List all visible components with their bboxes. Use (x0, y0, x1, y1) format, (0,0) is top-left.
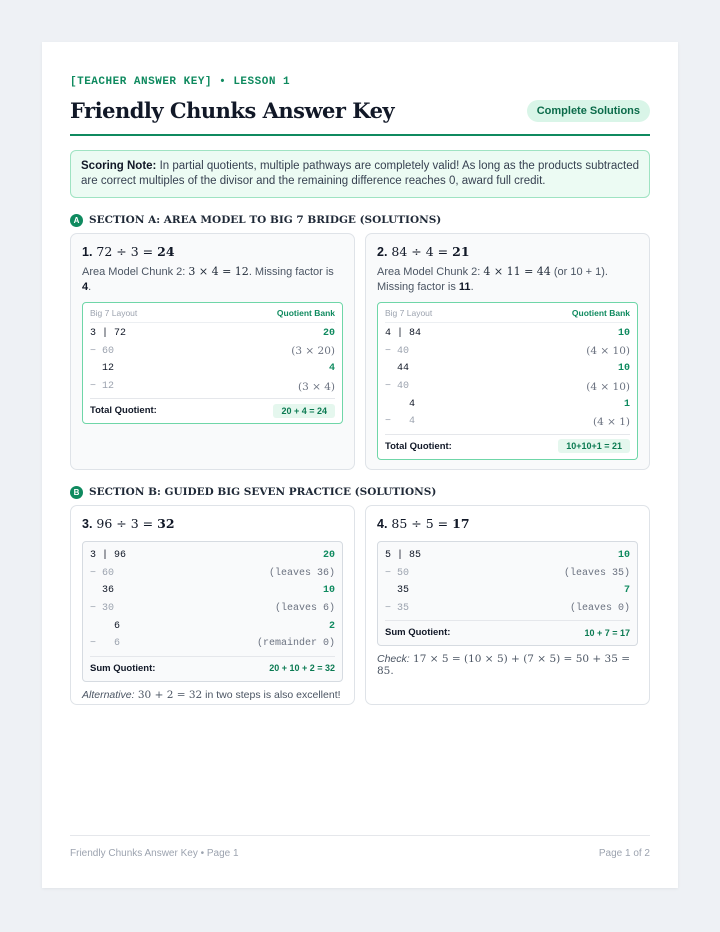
sum-quotient (90, 656, 335, 675)
big7-layout (377, 541, 638, 646)
row-right: 20 (322, 550, 335, 562)
section-b-header (70, 485, 650, 499)
note-text: in two steps is also excellent! (202, 688, 341, 701)
total-label: Total Quotient: (385, 440, 452, 452)
row-right: 4 (328, 363, 335, 375)
section-a-title: SECTION A: AREA MODEL TO BIG 7 BRIDGE (SOLUTIONS) (89, 214, 442, 226)
problem-4-card (365, 505, 650, 705)
row-right: (leaves 6) (274, 603, 335, 615)
total-value: 10+10+1 = 21 (558, 439, 630, 453)
problem-number: 3. (82, 517, 93, 531)
problem-1-card (70, 233, 355, 470)
layout-row (385, 547, 630, 565)
big7-layout (82, 541, 343, 682)
layout-label: Big 7 Layout (385, 308, 433, 318)
row-right: 10 (617, 328, 630, 340)
row-right: 10 (617, 550, 630, 562)
footer-page-number: Page 1 of 2 (598, 848, 650, 859)
problem-3-heading (82, 516, 343, 534)
row-right: (leaves 35) (563, 567, 630, 579)
note-label: Alternative: (82, 688, 135, 701)
row-left: 5 | 85 (385, 550, 422, 562)
layout-row (90, 547, 335, 565)
row-left: − 40 (385, 345, 410, 357)
layout-row (90, 325, 335, 343)
row-left: 4 | 84 (385, 328, 422, 340)
problem-3-card (70, 505, 355, 705)
layout-row (385, 565, 630, 583)
desc-text: (or 10 + 1). Missing factor is (377, 266, 608, 293)
row-left: − 6 (90, 638, 121, 650)
problem-expression: 85 ÷ 5 = (391, 516, 453, 531)
layout-row (385, 582, 630, 600)
scoring-note-label: Scoring Note: (81, 160, 157, 172)
row-left: − 30 (90, 603, 115, 615)
layout-row (385, 360, 630, 378)
row-left: − 4 (385, 416, 416, 428)
row-right: 2 (328, 620, 335, 632)
row-left: − 60 (90, 567, 115, 579)
layout-row (90, 378, 335, 396)
layout-row (90, 600, 335, 618)
problem-expression: 72 ÷ 3 = (96, 244, 158, 259)
desc-text: . Missing factor is (248, 266, 334, 278)
layout-row (90, 582, 335, 600)
row-left: 6 (90, 620, 121, 632)
row-left: 3 | 72 (90, 328, 127, 340)
answer-key-page (42, 42, 678, 888)
layout-row (90, 360, 335, 378)
problem-4-heading (377, 516, 638, 534)
problem-2-card (365, 233, 650, 470)
desc-text: Area Model Chunk 2: (377, 266, 484, 278)
section-b-grid (70, 505, 650, 705)
quotient-bank-label: Quotient Bank (276, 308, 335, 318)
desc-text: Area Model Chunk 2: (82, 266, 189, 278)
row-right: 7 (623, 585, 630, 597)
layout-row (385, 325, 630, 343)
scoring-note-text: In partial quotients, multiple pathways are completely valid! As long as the products subtracted are correct multiples of the divisor and the remaining difference reaches 0, award full credit. (81, 160, 640, 187)
layout-row (385, 395, 630, 413)
layout-row (90, 617, 335, 635)
row-left: 35 (385, 585, 410, 597)
desc-text: . (470, 281, 474, 293)
problem-1-heading (82, 244, 343, 262)
note-math: 17 × 5 = (10 × 5) + (7 × 5) = 50 + 35 = 85. (377, 653, 631, 678)
problem-answer: 32 (157, 516, 175, 531)
quotient-bank-label: Quotient Bank (571, 308, 630, 318)
row-right: (4 × 10) (586, 345, 630, 358)
section-a-grid (70, 233, 650, 470)
row-left: 4 (385, 398, 416, 410)
row-right: (4 × 1) (592, 415, 630, 428)
big7-layout (82, 302, 343, 424)
page-footer (70, 835, 650, 859)
section-b-title: SECTION B: GUIDED BIG SEVEN PRACTICE (SOLUTIONS) (89, 486, 437, 498)
total-quotient (385, 434, 630, 453)
alternative-note (82, 689, 343, 701)
row-right: 10 (322, 585, 335, 597)
row-right: 20 (322, 328, 335, 340)
layout-row (385, 413, 630, 431)
note-math: 30 + 2 = 32 (134, 688, 203, 701)
solutions-badge: Complete Solutions (527, 100, 650, 122)
row-left: − 35 (385, 603, 410, 615)
layout-row (90, 635, 335, 653)
layout-row (385, 378, 630, 396)
sum-quotient (385, 620, 630, 639)
lesson-kicker: [TEACHER ANSWER KEY] • LESSON 1 (70, 76, 291, 88)
total-label: Sum Quotient: (90, 662, 156, 674)
problem-2-description (377, 264, 638, 295)
problem-answer: 21 (452, 244, 470, 259)
problem-number: 4. (377, 517, 388, 531)
page-title: Friendly Chunks Answer Key (70, 98, 395, 123)
section-b-badge: B (70, 486, 83, 499)
problem-1-description (82, 264, 343, 295)
desc-math: 4 × 11 = 44 (483, 265, 551, 278)
big7-layout (377, 302, 638, 460)
row-right: (remainder 0) (256, 638, 335, 650)
total-label: Sum Quotient: (385, 627, 451, 639)
check-note (377, 653, 638, 677)
problem-answer: 24 (157, 244, 175, 259)
problem-answer: 17 (452, 516, 470, 531)
row-right: (3 × 20) (291, 345, 335, 358)
note-label: Check: (377, 653, 410, 666)
row-left: 36 (90, 585, 115, 597)
problem-expression: 96 ÷ 3 = (96, 516, 158, 531)
row-left: − 40 (385, 381, 410, 393)
missing-factor: 4 (82, 281, 89, 293)
problem-number: 2. (377, 245, 388, 259)
desc-math: 3 × 4 = 12 (188, 265, 249, 278)
problem-2-heading (377, 244, 638, 262)
section-a-header (70, 213, 650, 227)
scoring-note (70, 150, 650, 198)
row-left: 12 (90, 363, 115, 375)
total-value: 10 + 7 = 17 (584, 627, 630, 638)
row-right: 10 (617, 363, 630, 375)
missing-factor: 11 (458, 281, 471, 293)
layout-row (385, 600, 630, 618)
total-value: 20 + 10 + 2 = 32 (269, 663, 335, 674)
row-right: 1 (623, 398, 630, 410)
total-value: 20 + 4 = 24 (273, 404, 335, 418)
layout-header (385, 308, 630, 323)
total-label: Total Quotient: (90, 405, 157, 417)
problem-number: 1. (82, 245, 93, 259)
total-quotient (90, 398, 335, 417)
row-right: (leaves 36) (268, 567, 335, 579)
section-a-badge: A (70, 214, 83, 227)
row-right: (leaves 0) (569, 603, 630, 615)
layout-row (385, 343, 630, 361)
row-right: (4 × 10) (586, 380, 630, 393)
layout-row (90, 565, 335, 583)
row-left: − 60 (90, 345, 115, 357)
layout-row (90, 343, 335, 361)
layout-label: Big 7 Layout (90, 308, 138, 318)
row-left: 3 | 96 (90, 550, 127, 562)
row-right: (3 × 4) (297, 380, 335, 393)
row-left: − 12 (90, 381, 115, 393)
footer-left: Friendly Chunks Answer Key • Page 1 (70, 848, 239, 859)
title-row (70, 98, 650, 136)
row-left: − 50 (385, 567, 410, 579)
row-left: 44 (385, 363, 410, 375)
problem-expression: 84 ÷ 4 = (391, 244, 453, 259)
desc-text: . (88, 281, 92, 293)
layout-header (90, 308, 335, 323)
